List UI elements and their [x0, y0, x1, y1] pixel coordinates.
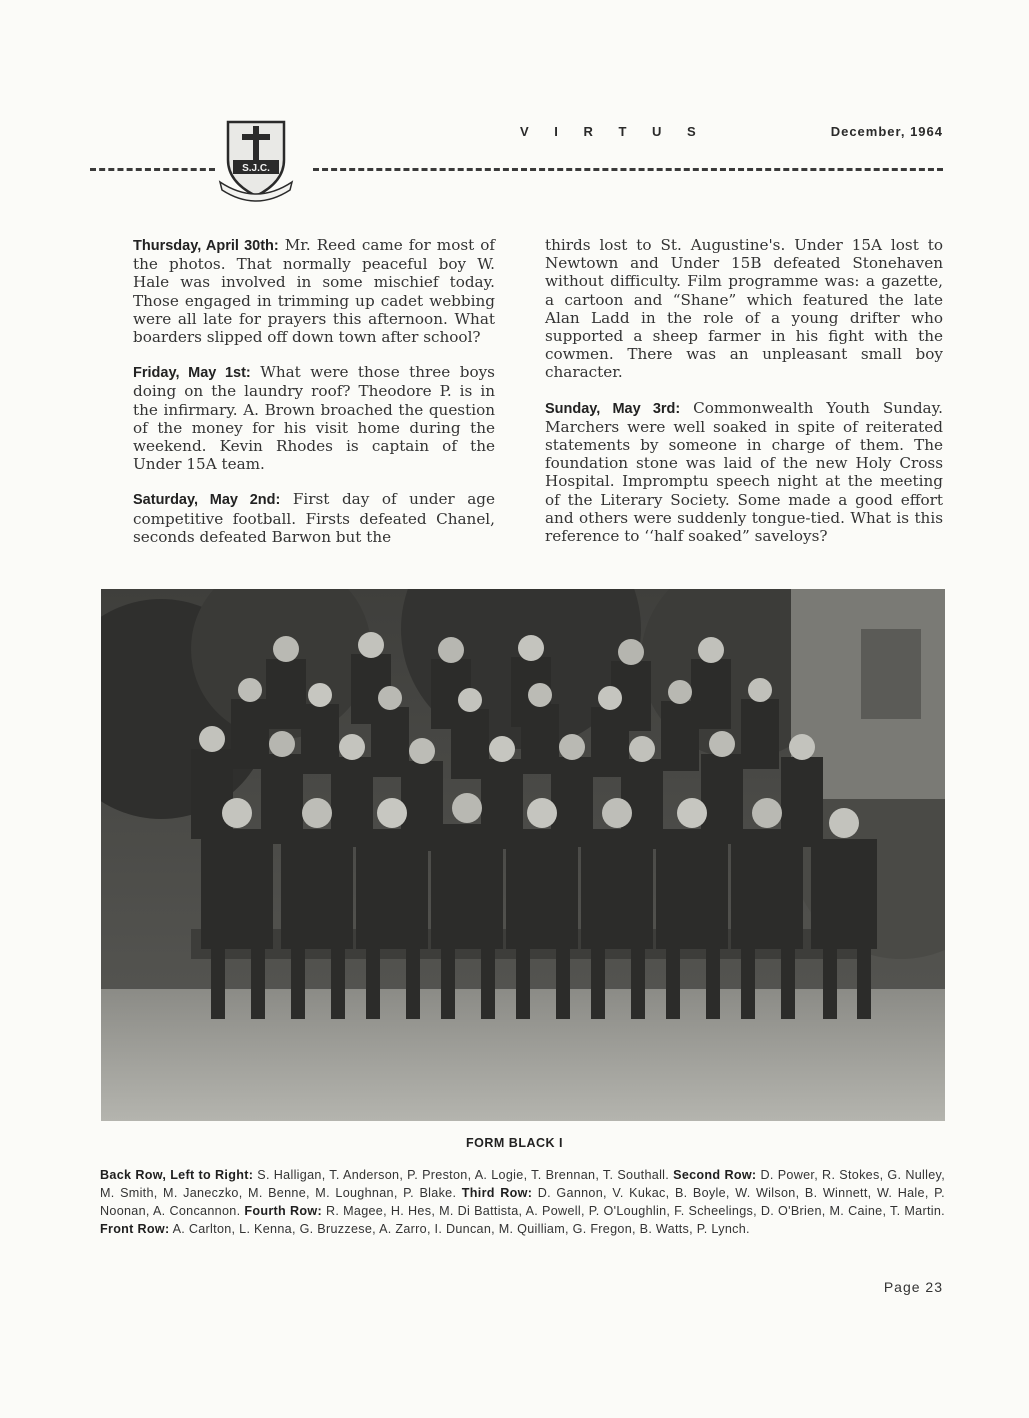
school-crest-icon [218, 116, 294, 202]
entry-text: Commonwealth Youth Sunday. Marchers were well soaked in spite of reiterated statements by someone in charge of them. The foundation stone was laid of the new Holy Cross Hospital. Impromptu speech night at the meeting of the Literary Society. Some made a good effort and others were suddenly tongue-tied. What is this reference to ‘‘half soaked” saveloys? [545, 398, 943, 546]
entry-date: Thursday, April 30th: [133, 238, 279, 254]
row-label: Second Row: [673, 1168, 757, 1182]
entry-text: What were those three boys doing on the laundry roof? Theodore P. is in the infirmary. A. Brown broached the question of the money for his visit home during the weekend. Kevin Rhodes is captain of the Under 15A team. [133, 363, 495, 474]
photo-caption-names [100, 1166, 945, 1238]
row-names: A. Carlton, L. Kenna, G. Bruzzese, A. Zarro, I. Duncan, M. Quilliam, G. Fregon, B. Watts, P. Lynch. [172, 1222, 750, 1236]
right-column [545, 236, 943, 562]
diary-entry-continued [545, 236, 943, 382]
row-names: D. Power, R. Stokes, G. Nulley, M. Smith, M. Janeczko, M. Benne, M. Loughnan, P. Blake. [100, 1168, 945, 1200]
diary-entry [545, 399, 943, 546]
entry-text: thirds lost to St. Augustine's. Under 15A lost to Newtown and Under 15B defeated Stonehaven without difficulty. Film programme was: a gazette, a cartoon and “Shane” which featured the late Alan Ladd in the role of a young drifter who supported a sheep farmer in his fight with the cowmen. There was an unpleasant small boy character. [545, 236, 943, 382]
publication-title: V I R T U S [520, 124, 707, 139]
row-label: Third Row: [461, 1186, 533, 1200]
row-names: D. Gannon, V. Kukac, B. Boyle, W. Wilson, B. Winnett, W. Hale, P. Noonan, A. Concannon. [100, 1186, 945, 1218]
header-rule-right [313, 168, 943, 171]
entry-date: Saturday, May 2nd: [133, 492, 281, 509]
entry-text: Mr. Reed came for most of the photos. That normally peaceful boy W. Hale was involved in some mischief today. Those engaged in trimming up cadet webbing were all late for prayers this afternoon. What boarders slipped off down town after school? [133, 236, 496, 347]
photo-caption-title: FORM BLACK I [466, 1136, 563, 1150]
diary-entry [133, 490, 495, 546]
issue-date: December, 1964 [830, 124, 943, 139]
header-rule-left [90, 168, 215, 171]
photo-illustration [101, 589, 945, 1121]
row-names: R. Magee, H. Hes, M. Di Battista, A. Powell, P. O'Loughlin, F. Scheelings, D. O'Brien, M. Caine, T. Martin. [325, 1204, 945, 1218]
page-number: Page 23 [883, 1279, 943, 1295]
row-names: S. Halligan, T. Anderson, P. Preston, A. Logie, T. Brennan, T. Southall. [257, 1168, 670, 1182]
crest-text: S.J.C. [242, 163, 270, 174]
left-column [133, 236, 495, 563]
row-label: Back Row, Left to Right: [100, 1168, 254, 1182]
diary-entry [133, 236, 495, 346]
row-label: Front Row: [100, 1222, 170, 1236]
entry-date: Friday, May 1st: [133, 365, 251, 382]
class-group-photo [101, 589, 945, 1121]
entry-text: First day of under age competitive football. Firsts defeated Chanel, seconds defeated Barwon but the [133, 490, 495, 546]
row-label: Fourth Row: [244, 1204, 322, 1218]
diary-entry [133, 363, 495, 473]
entry-date: Sunday, May 3rd: [545, 400, 681, 417]
